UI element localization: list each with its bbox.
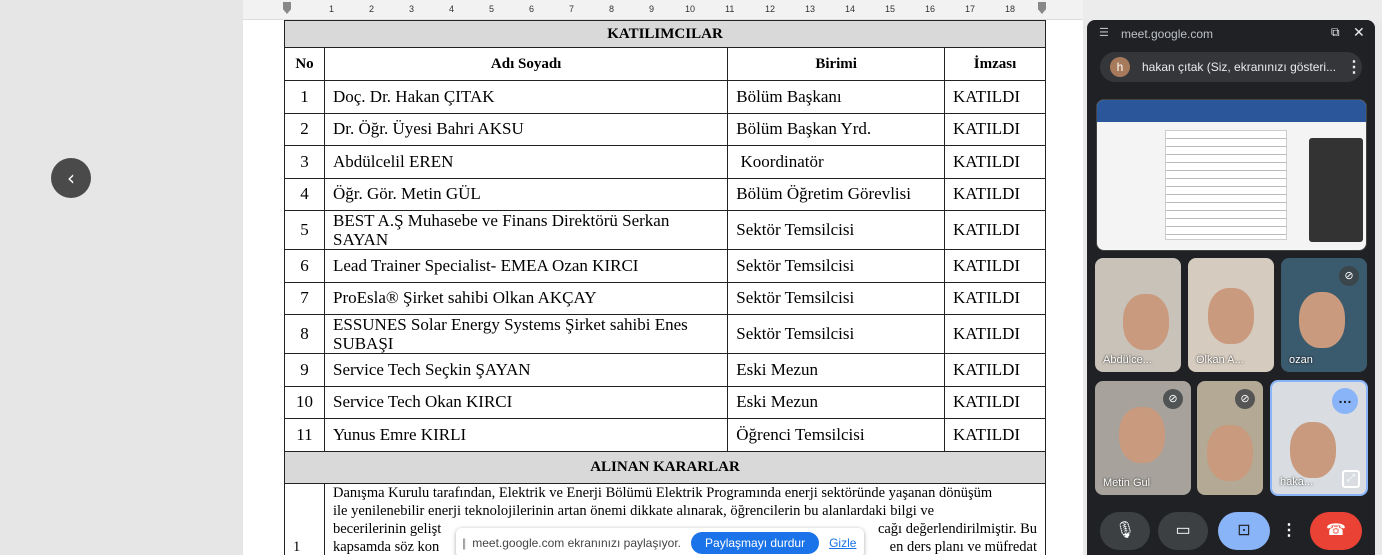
ruler-tick: 3: [409, 4, 415, 14]
decision-line-start: becerilerinin gelişt: [332, 520, 442, 537]
row-name: ESSUNES Solar Energy Systems Şirket sahibi Enes SUBAŞI: [324, 315, 727, 354]
decisions-title: ALINAN KARARLAR: [285, 451, 1046, 483]
indent-marker-left[interactable]: [283, 2, 291, 14]
row-name: ProEsla® Şirket sahibi Olkan AKÇAY: [324, 282, 727, 315]
participant-name: haka...: [1280, 476, 1314, 488]
close-icon[interactable]: ✕: [1353, 24, 1365, 40]
videocam-icon: ▭: [1175, 522, 1191, 539]
more-vert-icon: ⋮: [1281, 522, 1297, 539]
window-background: [0, 0, 243, 555]
row-unit: Bölüm Başkan Yrd.: [728, 113, 945, 146]
row-unit: Bölüm Öğretim Görevlisi: [728, 178, 945, 211]
header-unit: Birimi: [728, 48, 945, 81]
row-no: 8: [285, 315, 325, 354]
hide-share-bar-link[interactable]: Gizle: [829, 536, 857, 550]
ruler-tick: 5: [489, 4, 495, 14]
ruler-tick: 17: [965, 4, 976, 14]
ruler-tick: 4: [449, 4, 455, 14]
ruler-tick: 8: [609, 4, 615, 14]
table-row: [285, 250, 1046, 283]
row-no: 6: [285, 250, 325, 283]
horizontal-ruler[interactable]: [243, 0, 1083, 20]
screen-share-bar: [456, 528, 864, 555]
row-signature: KATILDI: [945, 250, 1046, 283]
participant-video: [1299, 292, 1345, 348]
more-options-button[interactable]: [1279, 512, 1299, 550]
table-row: [285, 315, 1046, 354]
ruler-tick: 10: [685, 4, 696, 14]
participant-name: ozan: [1289, 354, 1313, 366]
table-row: [285, 419, 1046, 452]
participant-tile[interactable]: [1281, 258, 1367, 372]
row-unit: Koordinatör: [728, 146, 945, 179]
table-row: [285, 211, 1046, 250]
participant-tile[interactable]: [1197, 381, 1263, 495]
row-no: 11: [285, 419, 325, 452]
row-no: 4: [285, 178, 325, 211]
meet-url: meet.google.com: [1121, 27, 1214, 41]
decision-line-end: en ders planı ve müfredat: [889, 538, 1037, 555]
header-signature: İmzası: [945, 48, 1046, 81]
row-signature: KATILDI: [945, 354, 1046, 387]
microphone-icon: 🎙: [1114, 522, 1136, 539]
row-no: 1: [285, 81, 325, 114]
ruler-tick: 11: [725, 4, 735, 14]
row-name: BEST A.Ş Muhasebe ve Finans Direktörü Serkan SAYAN: [324, 211, 727, 250]
more-horiz-icon[interactable]: …: [1332, 388, 1358, 414]
participant-tile[interactable]: [1095, 381, 1191, 495]
participant-video: [1290, 422, 1336, 478]
participants-table: [284, 20, 1046, 555]
row-name: Service Tech Okan KIRCI: [324, 386, 727, 419]
row-signature: KATILDI: [945, 81, 1046, 114]
row-unit: Sektör Temsilcisi: [728, 282, 945, 315]
row-name: Service Tech Seçkin ŞAYAN: [324, 354, 727, 387]
row-unit: Sektör Temsilcisi: [728, 315, 945, 354]
row-no: 5: [285, 211, 325, 250]
row-name: Dr. Öğr. Üyesi Bahri AKSU: [324, 113, 727, 146]
participant-video: [1207, 425, 1253, 481]
mic-off-icon: ⊘: [1339, 266, 1359, 286]
shared-screen-participants: [1309, 138, 1363, 242]
present-to-all-icon: ⊡: [1237, 522, 1251, 539]
presenter-text: hakan çıtak (Siz, ekranınızı gösteri...: [1142, 60, 1337, 74]
row-name: Yunus Emre KIRLI: [324, 419, 727, 452]
participant-tile-self[interactable]: [1270, 380, 1368, 496]
meet-pip-window: [1087, 20, 1375, 555]
row-name: Lead Trainer Specialist- EMEA Ozan KIRCI: [324, 250, 727, 283]
expand-icon[interactable]: ⤢: [1342, 470, 1360, 488]
row-no: 3: [285, 146, 325, 179]
ruler-tick: 1: [329, 4, 335, 14]
ruler-tick: 13: [805, 4, 816, 14]
share-message: meet.google.com ekranınızı paylaşıyor.: [472, 536, 682, 550]
shared-screen-ribbon: [1097, 100, 1366, 122]
present-screen-button[interactable]: [1218, 512, 1270, 550]
row-unit: Eski Mezun: [728, 386, 945, 419]
table-row: [285, 178, 1046, 211]
table-row: [285, 386, 1046, 419]
row-signature: KATILDI: [945, 282, 1046, 315]
settings-sliders-icon[interactable]: ☰: [1099, 27, 1109, 39]
row-no: 10: [285, 386, 325, 419]
window-edge: [1375, 20, 1382, 555]
ruler-tick: 14: [845, 4, 856, 14]
row-name: Abdülcelil EREN: [324, 146, 727, 179]
table-row: [285, 354, 1046, 387]
stop-sharing-button[interactable]: Paylaşmayı durdur: [691, 532, 819, 554]
table-row: [285, 146, 1046, 179]
row-signature: KATILDI: [945, 113, 1046, 146]
row-signature: KATILDI: [945, 146, 1046, 179]
ruler-tick: 7: [569, 4, 575, 14]
table-row: [285, 282, 1046, 315]
participant-video: [1208, 288, 1254, 344]
microphone-button[interactable]: [1100, 512, 1150, 550]
meet-controls: [1087, 508, 1375, 555]
row-signature: KATILDI: [945, 386, 1046, 419]
table-header-row: [285, 48, 1046, 81]
presenter-banner[interactable]: [1100, 52, 1362, 82]
participant-name: Abdülce...: [1103, 354, 1152, 366]
ruler-tick: 16: [925, 4, 936, 14]
participant-tile[interactable]: [1095, 258, 1181, 372]
drag-handle-icon[interactable]: ||: [462, 536, 465, 550]
table-row: [285, 81, 1046, 114]
row-signature: KATILDI: [945, 315, 1046, 354]
row-unit: Bölüm Başkanı: [728, 81, 945, 114]
shared-screen-document: [1165, 130, 1287, 240]
row-signature: KATILDI: [945, 178, 1046, 211]
row-name: Doç. Dr. Hakan ÇITAK: [324, 81, 727, 114]
row-no: 9: [285, 354, 325, 387]
meet-title-bar: [1087, 20, 1375, 48]
row-name: Öğr. Gör. Metin GÜL: [324, 178, 727, 211]
ruler-tick: 15: [885, 4, 896, 14]
participant-video: [1123, 294, 1169, 350]
participant-tile[interactable]: [1188, 258, 1274, 372]
row-signature: KATILDI: [945, 211, 1046, 250]
mic-off-icon: ⊘: [1163, 389, 1183, 409]
leave-call-button[interactable]: [1310, 512, 1362, 550]
header-name: Adı Soyadı: [324, 48, 727, 81]
decision-no: 1: [285, 483, 325, 555]
ruler-tick: 6: [529, 4, 535, 14]
participant-video: [1119, 407, 1165, 463]
row-unit: Sektör Temsilcisi: [728, 211, 945, 250]
back-button[interactable]: [51, 158, 91, 198]
participant-name: Metin Gul: [1103, 477, 1151, 489]
shared-screen-tile[interactable]: [1096, 99, 1367, 251]
ruler-tick: 12: [765, 4, 776, 14]
ruler-tick: 9: [649, 4, 655, 14]
top-strip: [1083, 0, 1382, 20]
more-vert-icon[interactable]: ⋮: [1346, 59, 1362, 76]
row-no: 7: [285, 282, 325, 315]
call-end-icon: ☎: [1326, 522, 1346, 539]
participants-title: KATILIMCILAR: [285, 21, 1046, 48]
row-no: 2: [285, 113, 325, 146]
decision-line: Danışma Kurulu tarafından, Elektrik ve Enerji Bölümü Elektrik Programında enerji sektöründe yaşanan dönüşüm: [332, 484, 993, 501]
row-unit: Öğrenci Temsilcisi: [728, 419, 945, 452]
chevron-left-icon: ‹: [67, 166, 75, 190]
mic-off-icon: ⊘: [1235, 389, 1255, 409]
ruler-tick: 2: [369, 4, 375, 14]
decision-line-start: kapsamda söz kon: [332, 538, 440, 555]
table-row: [285, 113, 1046, 146]
participant-name: Olkan A...: [1196, 354, 1244, 366]
decision-line-end: cağı değerlendirilmiştir. Bu: [877, 520, 1037, 537]
row-unit: Eski Mezun: [728, 354, 945, 387]
decision-line: ile yenilenebilir enerji teknolojilerinin artan önemi dikkate alınarak, öğrencilerin bu alanlardaki bilgi ve: [332, 502, 935, 519]
row-signature: KATILDI: [945, 419, 1046, 452]
camera-button[interactable]: [1158, 512, 1208, 550]
ruler-tick: 18: [1005, 4, 1016, 14]
header-no: No: [285, 48, 325, 81]
row-unit: Sektör Temsilcisi: [728, 250, 945, 283]
indent-marker-right[interactable]: [1038, 2, 1046, 14]
avatar: h: [1110, 57, 1130, 77]
popout-icon[interactable]: ⧉: [1331, 25, 1340, 39]
document-page[interactable]: [243, 20, 1083, 555]
